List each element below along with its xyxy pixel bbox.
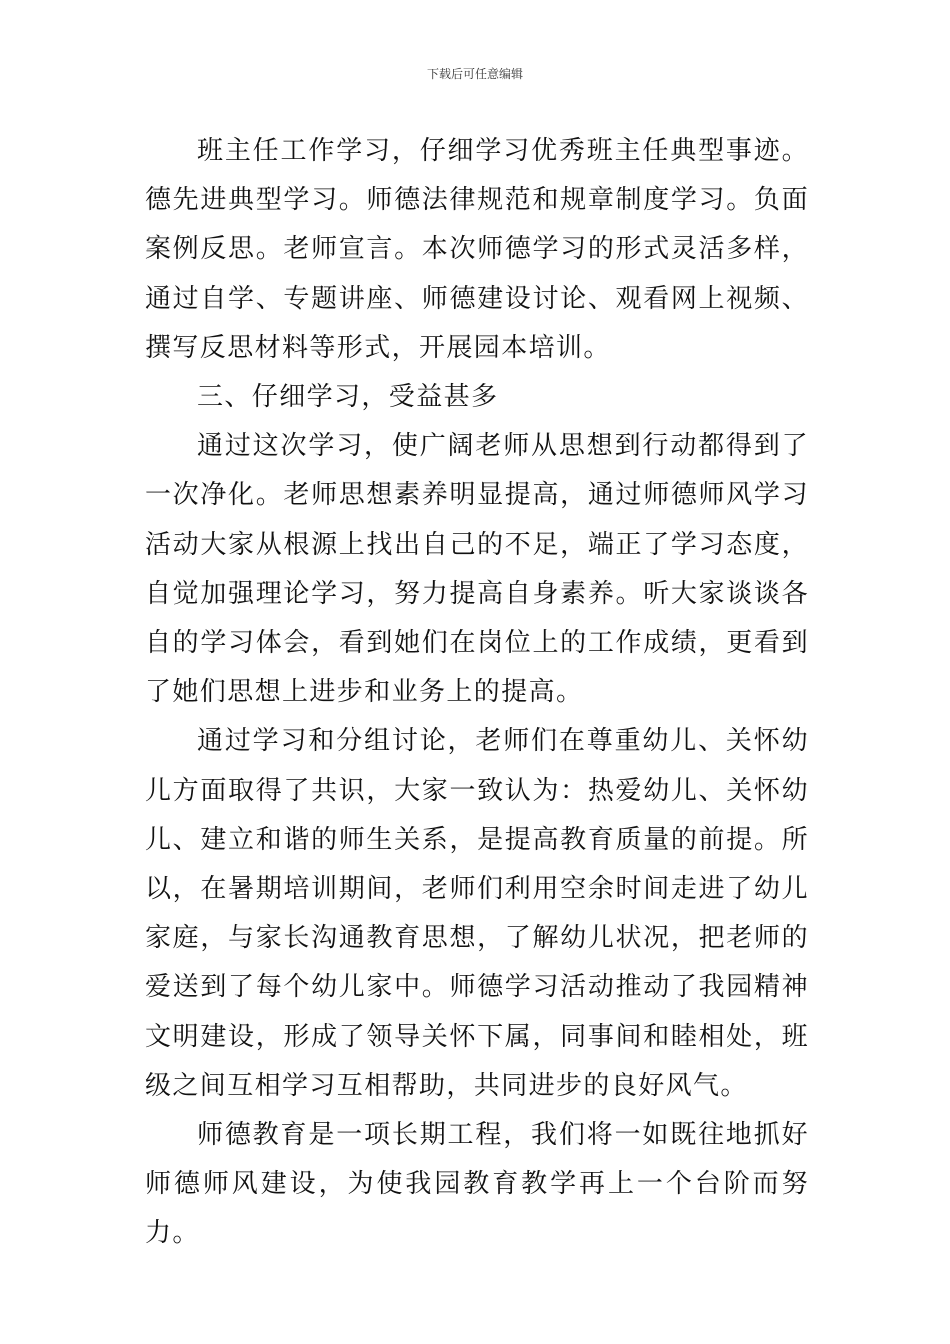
paragraph-learning-results: 通过这次学习，使广阔老师从思想到行动都得到了一次净化。老师思想素养明显提高，通过师德师风学习活动大家从根源上找出自己的不足，端正了学习态度，自觉加强理论学习，努力提高自身素养。听大家谈谈各自的学习体会，看到她们在岗位上的工作成绩，更看到了她们思想上进步和业务上的提高。 xyxy=(145,431,809,708)
page-header: 下载后可任意编辑 xyxy=(426,67,523,81)
section-heading-three: 三、仔细学习，受益甚多 xyxy=(197,382,499,413)
paragraph-group-discussion: 通过学习和分组讨论，老师们在尊重幼儿、关怀幼儿方面取得了共识，大家一致认为：热爱幼儿、关怀幼儿、建立和谐的师生关系，是提高教育质量的前提。所以，在暑期培训期间，老师们利用空余时间走进了幼儿家庭，与家长沟通教育思想，了解幼儿状况，把老师的爱送到了每个幼儿家中。师德学习活动推动了我园精神文明建设，形成了领导关怀下属，同事间和睦相处，班级之间互相学习互相帮助，共同进步的良好风气。 xyxy=(145,726,809,1101)
paragraph-intro: 班主任工作学习，仔细学习优秀班主任典型事迹。德先进典型学习。师德法律规范和规章制度学习。负面案例反思。老师宣言。本次师德学习的形式灵活多样，通过自学、专题讲座、师德建设讨论、观看网上视频、撰写反思材料等形式，开展园本培训。 xyxy=(145,136,809,363)
paragraph-conclusion: 师德教育是一项长期工程，我们将一如既往地抓好师德师风建设，为使我园教育教学再上一个台阶而努力。 xyxy=(145,1120,809,1249)
document-body xyxy=(145,127,809,1259)
